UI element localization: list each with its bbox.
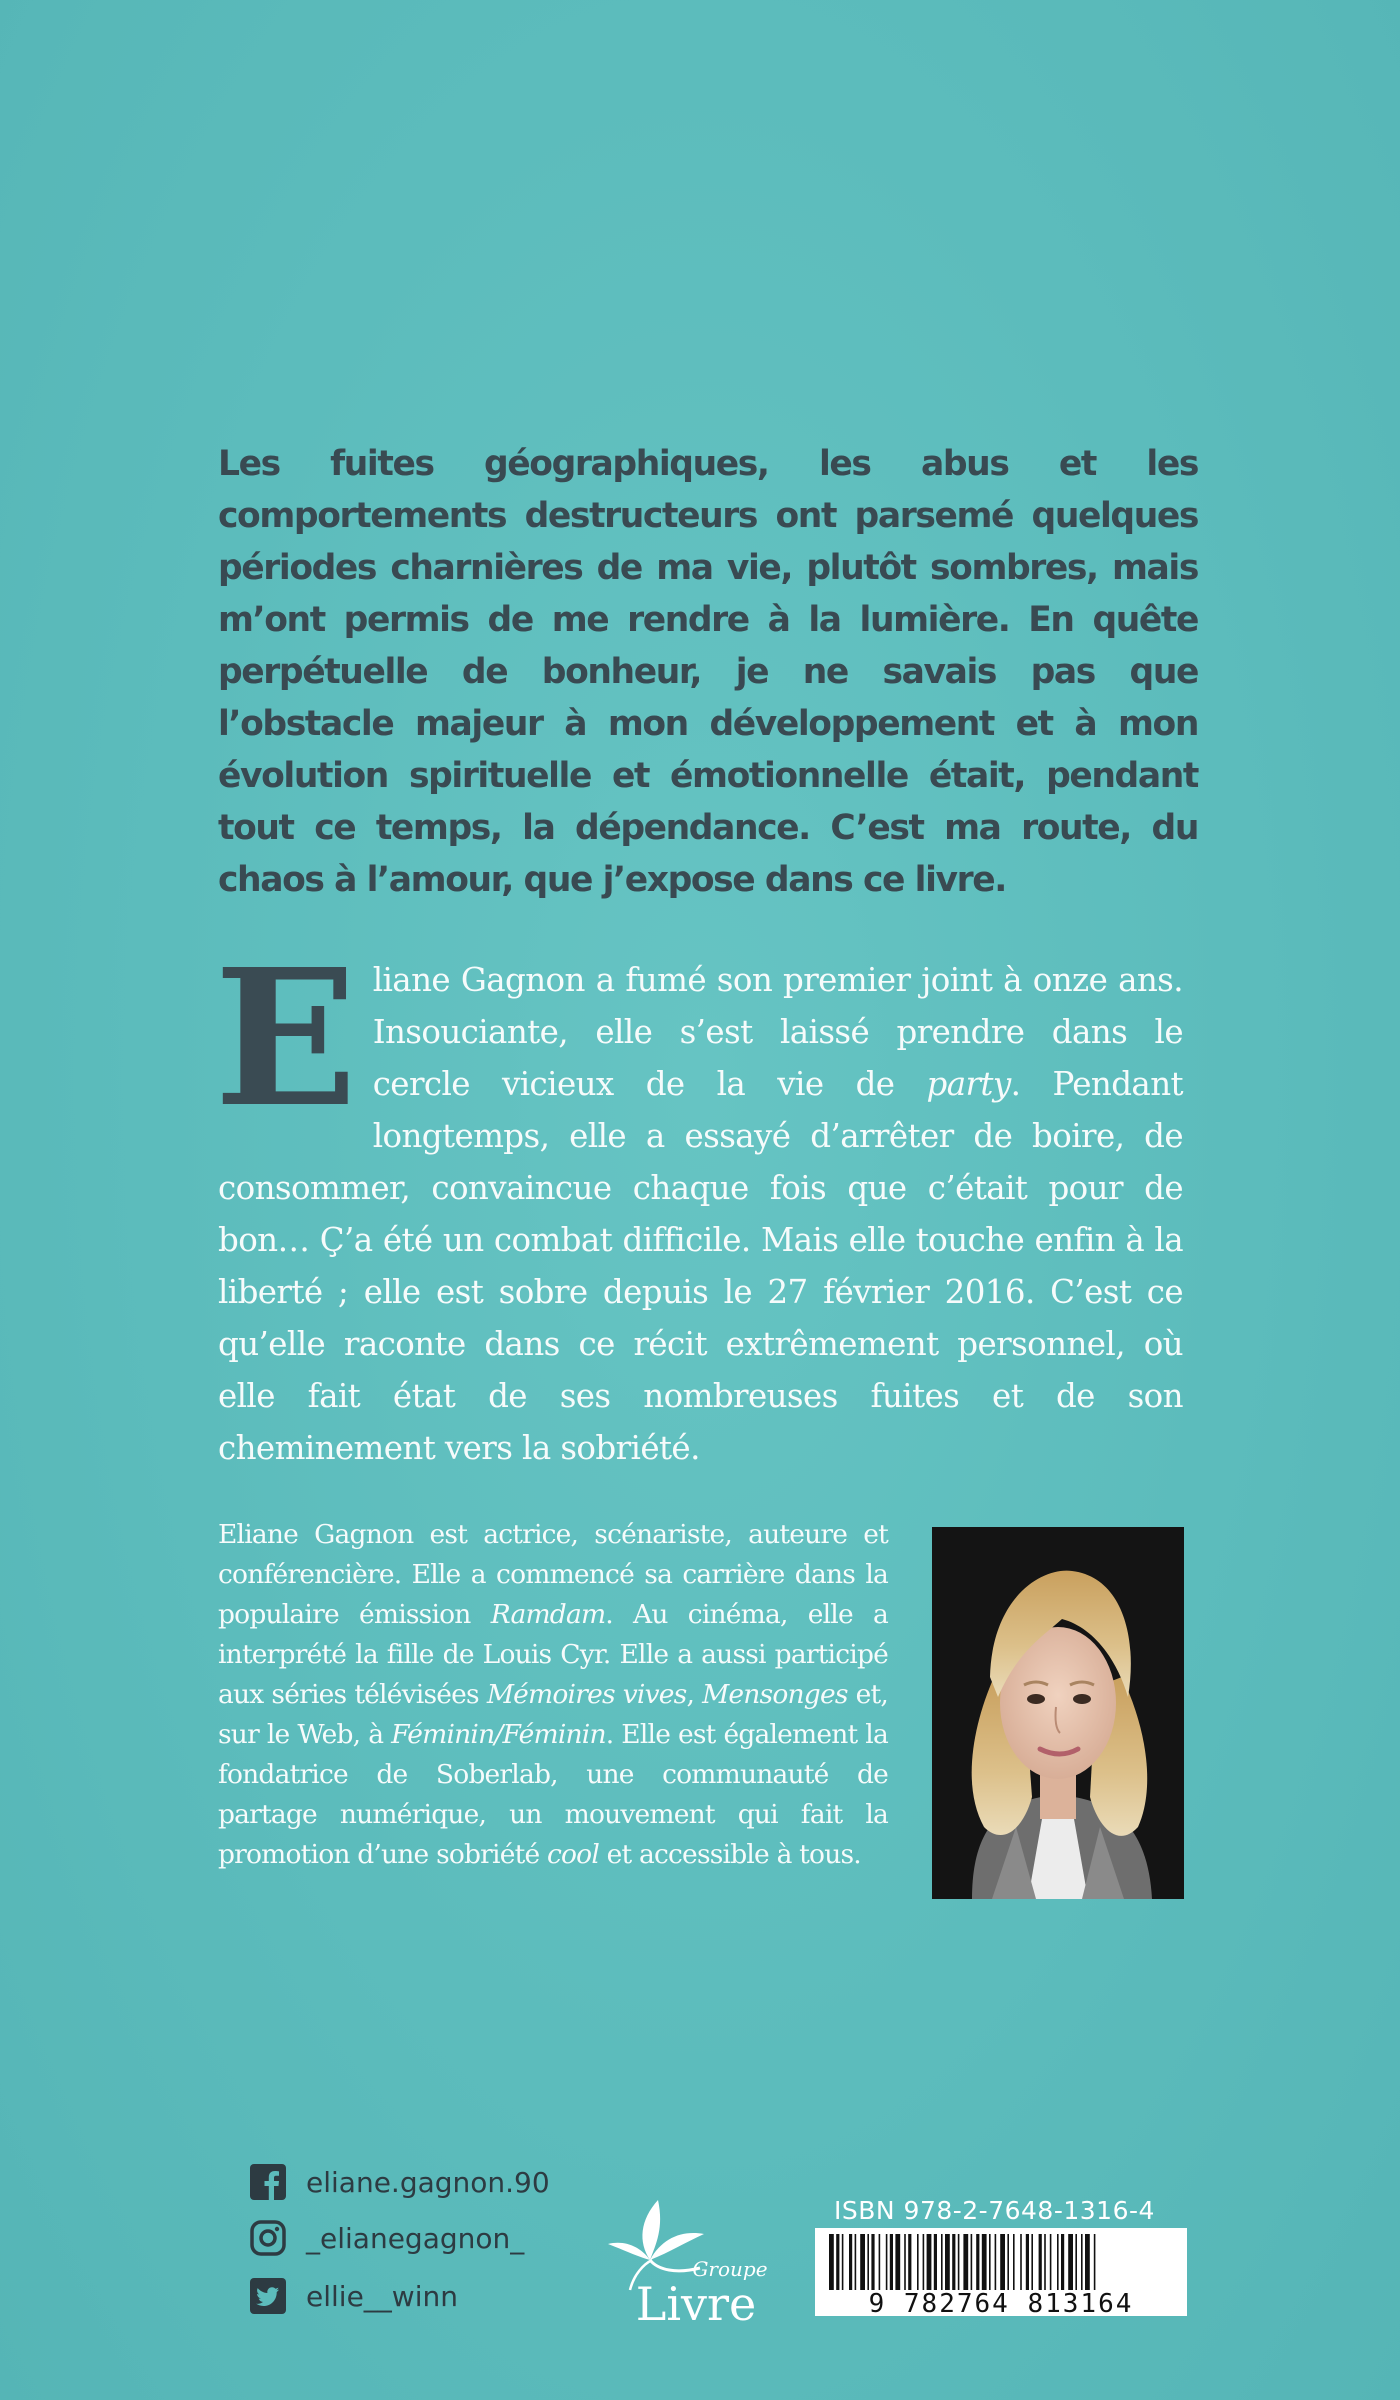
publisher-line1: Groupe	[692, 2257, 768, 2281]
twitter-handle: ellie__winn	[306, 2279, 458, 2313]
facebook-handle: eliane.gagnon.90	[306, 2165, 550, 2199]
author-portrait	[932, 1527, 1184, 1899]
instagram-handle: _elianegagnon_	[306, 2221, 525, 2255]
bio-text-4: et, sur le Web, à	[218, 1679, 888, 1750]
pitch-paragraph: Les fuites géographiques, les abus et les comportements destructeurs ont parsemé quelques périodes charnières de ma vie, plutôt sombres, mais m’ont permis de me rendre à la lumière. En quête perpétuelle de bonheur, je ne savais pas que l’obstacle majeur à mon développement et à mon évolution spirituelle et émotionnelle était, pendant tout ce temps, la dépendance. C’est ma route, du chaos à l’amour, que j’expose dans ce livre.	[218, 444, 1198, 900]
barcode	[815, 2228, 1187, 2316]
bio-italic-ramdam: Ramdam	[490, 1599, 606, 1630]
bio-text-2: . Au cinéma, elle a interprété la fille de Louis Cyr. Elle a aussi participé aux séries télévisées	[218, 1599, 888, 1710]
bio-text-5: . Elle est également la fondatrice de Soberlab, une communauté de partage numérique, un mouvement qui fait la promotion d’une sobriété	[218, 1719, 888, 1870]
summary-italic-party: party	[926, 1065, 1011, 1103]
drop-cap: E	[214, 928, 357, 1149]
publisher-logo	[600, 2190, 780, 2330]
social-facebook[interactable]	[250, 2164, 550, 2200]
publisher-line2: Livre	[635, 2277, 757, 2330]
bio-italic-cool: cool	[546, 1839, 599, 1870]
facebook-icon	[250, 2164, 286, 2200]
summary-paragraph	[214, 928, 1183, 1474]
bio-italic-mensonges: Mensonges	[702, 1679, 848, 1710]
author-bio	[218, 1515, 888, 1875]
instagram-icon	[250, 2220, 286, 2256]
social-instagram[interactable]	[250, 2220, 524, 2256]
summary-text-2: . Pendant longtemps, elle a essayé d’arrêter de boire, de consommer, convaincue chaque fois que c’était pour de bon… Ç’a été un combat difficile. Mais elle touche enfin à la liberté ; elle est sobre depuis le 27 février 2016. C’est ce qu’elle raconte dans ce récit extrêmement personnel, où elle fait état de ses nombreuses fuites et de son cheminement vers la sobriété.	[218, 1065, 1183, 1467]
twitter-icon	[250, 2278, 286, 2314]
barcode-digits: 9 782764 813164	[868, 2289, 1134, 2316]
bio-text-6: et accessible à tous.	[599, 1839, 861, 1870]
social-twitter[interactable]	[250, 2278, 458, 2314]
bio-text-1: Eliane Gagnon est actrice, scénariste, auteure et conférencière. Elle a commencé sa carrière dans la populaire émission	[218, 1519, 888, 1630]
bio-italic-feminin: Féminin/Féminin	[391, 1719, 606, 1750]
isbn-label: ISBN 978-2-7648-1316-4	[834, 2196, 1155, 2225]
summary-text-1: liane Gagnon a fumé son premier joint à onze ans. Insouciante, elle s’est laissé prendre dans le cercle vicieux de la vie de	[372, 961, 1183, 1103]
bio-text-3: ,	[686, 1679, 703, 1710]
bio-italic-memoires: Mémoires vives	[486, 1679, 687, 1710]
